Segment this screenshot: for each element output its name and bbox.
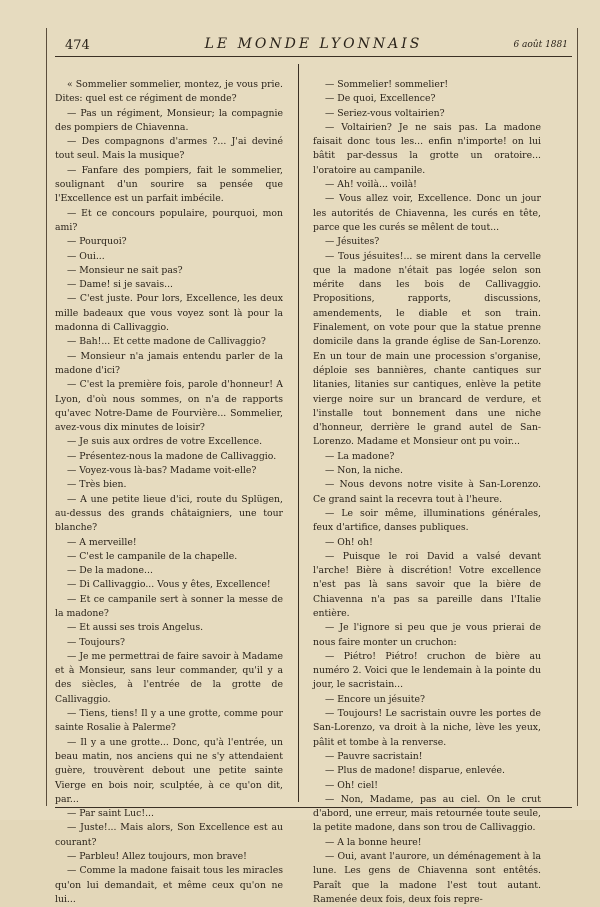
paragraph: — Piétro! Piétro! cruchon de bière au numéro 2. Voici que le lendemain à la pointe du jour, le sacristain...: [313, 650, 541, 691]
paragraph: — Et aussi ses trois Angelus.: [67, 622, 204, 634]
paragraph: — Sommelier! sommelier!: [325, 79, 449, 90]
paragraph: — Non, la niche.: [325, 465, 403, 477]
paragraph: — Des compagnons d'armes ?... J'ai deviné tout seul. Mais la musique?: [55, 136, 283, 162]
paragraph: — Jésuites?: [325, 236, 380, 248]
paragraph: — Tous jésuites!... se mirent dans la cervelle que la madone n'était pas logée selon son mérite dans les bois de Callivaggio. Propositions, rapports, discussions, amendements, le diable et son train. Finalement, on vote pour que la statue prenne domicile dans la grande église de San-Lorenzo. En un tour de main une procession s'organise, déploie ses bannières, chante cantiques sur litanies, litanies sur cantiques, enlève la petite vierge noire sur un brancard de verdure, et l'installe tout bonnement dans une niche d'honneur, derrière le grand autel de San-Lorenzo. Madame et Monsieur ont pu voir...: [313, 250, 541, 448]
paragraph: — Oui...: [67, 250, 105, 262]
paragraph: — C'est juste. Pour lors, Excellence, les deux mille badeaux que vous voyez sont là pour la madonna di Callivaggio.: [55, 293, 283, 334]
paragraph: — Vous allez voir, Excellence. Donc un jour les autorités de Chiavenna, les curés en tête, parce que les curés se mêlent de tout...: [313, 193, 541, 233]
page-header: [55, 34, 572, 57]
paragraph: — Tiens, tiens! Il y a une grotte, comme pour sainte Rosalie à Palerme?: [55, 708, 283, 734]
paragraph: — Parbleu! Allez toujours, mon brave!: [67, 851, 247, 863]
paragraph: — Voyez-vous là-bas? Madame voit-elle?: [67, 465, 257, 477]
paragraph: — Présentez-nous la madone de Callivaggio.: [67, 450, 277, 462]
paragraph: — Voltairien? Je ne sais pas. La madone faisait donc tous les... enfin n'importe! on lui bâtit par-dessus la grotte un oratoire... l'oratoire au campanile.: [313, 121, 541, 176]
paragraph: — A une petite lieue d'ici, route du Splügen, au-dessus des grands châtaigniers, une tour blanche?: [55, 493, 283, 534]
paragraph: — Fanfare des pompiers, fait le sommelier, soulignant d'un sourire sa pensée que l'Excellence est un parfait imbécile.: [55, 164, 283, 205]
paragraph: — Seriez-vous voltairien?: [325, 107, 445, 119]
paragraph: — Oui, avant l'aurore, un déménagement à la lune. Les gens de Chiavenna sont entêtés. Paraît que la madone l'est tout autant. Ramenée deux fois, deux fois repre-: [313, 851, 541, 905]
column-divider: [298, 64, 299, 802]
paragraph: — Le soir même, illuminations générales, feux d'artifice, danses publiques.: [313, 507, 541, 534]
paragraph: — Et ce campanile sert à sonner la messe de la madone?: [55, 593, 283, 619]
page-number: 474: [65, 38, 90, 53]
paragraph: — C'est le campanile de la chapelle.: [67, 550, 238, 562]
article-body: [55, 64, 572, 905]
paragraph: — Comme la madone faisait tous les miracles qu'on lui demandait, et même ceux qu'on ne lui...: [55, 865, 283, 905]
paragraph: — Plus de madone! disparue, enlevée.: [325, 765, 505, 777]
paragraph: — Je suis aux ordres de votre Excellence.: [67, 436, 263, 448]
paragraph: — Je me permettrai de faire savoir à Madame et à Monsieur, sans leur commander, qu'il y a des siècles, à l'entrée de la grotte de Callivaggio.: [55, 650, 283, 705]
paragraph: — Monsieur ne sait pas?: [67, 264, 183, 276]
right-column: [313, 78, 541, 907]
paragraph: — Nous devons notre visite à San-Lorenzo. Ce grand saint la recevra tout à l'heure.: [313, 479, 541, 505]
paragraph: — De quoi, Excellence?: [325, 93, 436, 105]
paragraph: — Dame! si je savais...: [67, 279, 174, 291]
paragraph: — Monsieur n'a jamais entendu parler de la madone d'ici?: [55, 350, 283, 376]
paragraph: — Non, Madame, pas au ciel. On le crut d'abord, une erreur, mais retournée toute seule, la petite madone, dans son trou de Callivaggio.: [313, 793, 541, 834]
paragraph: — Oh! ciel!: [325, 779, 378, 791]
paragraph: — A merveille!: [67, 536, 137, 548]
paragraph: — Oh! oh!: [325, 536, 373, 548]
paragraph: — Bah!... Et cette madone de Callivaggio?: [67, 336, 266, 348]
paragraph: — Encore un jésuite?: [325, 693, 426, 705]
paragraph: — Par saint Luc!...: [67, 808, 154, 820]
paragraph: — De la madone...: [67, 565, 153, 577]
paragraph: « Sommelier sommelier, montez, je vous prie. Dites: quel est ce régiment de monde?: [55, 79, 283, 105]
paragraph: — Très bien.: [67, 479, 127, 491]
paragraph: — Toujours?: [67, 636, 125, 648]
bottom-rule: [55, 807, 572, 808]
paragraph: — Juste!... Mais alors, Son Excellence est au courant?: [55, 822, 283, 848]
issue-date: 6 août 1881: [513, 40, 568, 50]
paragraph: — A la bonne heure!: [325, 836, 422, 848]
left-column: [55, 78, 283, 907]
paragraph: — Pourquoi?: [67, 236, 127, 248]
paragraph: — Et ce concours populaire, pourquoi, mon ami?: [55, 207, 283, 233]
paragraph: — La madone?: [325, 450, 395, 462]
paragraph: — Pas un régiment, Monsieur; la compagnie des pompiers de Chiavenna.: [55, 107, 283, 133]
publication-title: LE MONDE LYONNAIS: [204, 36, 423, 52]
paragraph: — Pauvre sacristain!: [325, 750, 423, 762]
paragraph: — Di Callivaggio... Vous y êtes, Excellence!: [67, 579, 271, 591]
paragraph: — Ah! voilà... voilà!: [325, 179, 417, 191]
paragraph: — Je l'ignore si peu que je vous prierai de nous faire monter un cruchon:: [313, 622, 541, 648]
paragraph: — Il y a une grotte... Donc, qu'à l'entrée, un beau matin, nos anciens qui ne s'y attendaient guère, trouvèrent debout une petite sainte Vierge en bois noir, sculptée, à ce qu'on dit, par...: [55, 736, 283, 805]
paragraph: — C'est la première fois, parole d'honneur! A Lyon, d'où nous sommes, on n'a de rapports qu'avec Notre-Dame de Fourvière... Sommelier, avez-vous dix minutes de loisir?: [55, 379, 283, 434]
paragraph: — Puisque le roi David a valsé devant l'arche! Bière à discrétion! Votre excellence n'est pas là sans savoir que la bière de Chiavenna n'a pas sa pareille dans l'Italie entière.: [313, 550, 541, 619]
paragraph: — Toujours! Le sacristain ouvre les portes de San-Lorenzo, va droit à la niche, lève les yeux, pâlit et tombe à la renverse.: [313, 708, 541, 748]
